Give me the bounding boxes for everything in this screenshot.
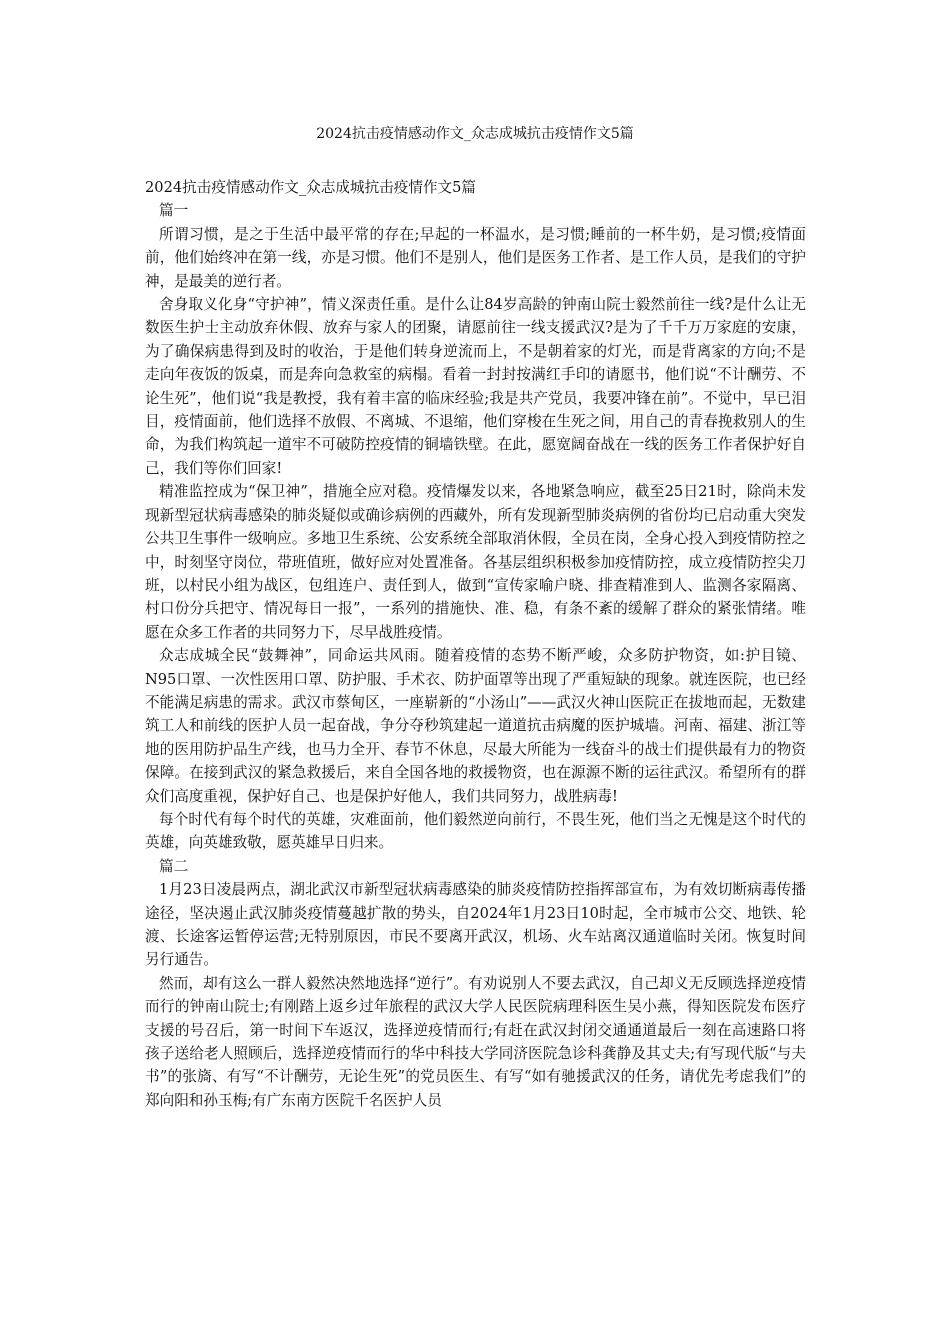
document-subtitle: 2024抗击疫情感动作文_众志成城抗击疫情作文5篇 [145, 179, 477, 196]
paragraph: 每个时代有每个时代的英雄，灾难面前，他们毅然逆向前行，不畏生死，他们当之无愧是这个时代的英雄，向英雄致敬，愿英雄早日归来。 [145, 810, 806, 852]
section-heading: 篇二 [159, 857, 189, 875]
paragraph: 1月23日凌晨两点，湖北武汉市新型冠状病毒感染的肺炎疫情防控指挥部宣布，为有效切断病毒传播途径，坚决遏止武汉肺炎疫情蔓越扩散的势头，自2024年1月23日10时起，全市城市公交、地铁、轮渡、长途客运暂停运营;无特别原因，市民不要离开武汉，机场、火车站离汉通道临时关闭。恢复时间另行通告。 [145, 881, 806, 969]
paragraph: 舍身取义化身“守护神”，情义深责任重。是什么让84岁高龄的钟南山院士毅然前往一线?是什么让无数医生护士主动放弃休假、放弃与家人的团聚，请愿前往一线支援武汉?是为了千千万万家庭的安康，为了确保病患得到及时的收治，于是他们转身逆流而上，不是朝着家的灯光，而是背离家的方向;不是走向年夜饭的饭桌，而是奔向急救室的病榻。看着一封封按满红手印的请愿书，他们说“不计酬劳、不论生死”，他们说“我是教授，我有着丰富的临床经验;我是共产党员，我要冲锋在前”。不觉中，早已泪目，疫情面前，他们选择不放假、不离城、不退缩，他们穿梭在生死之间，用自己的青春挽救别人的生命，为我们构筑起一道牢不可破防控疫情的铜墙铁壁。在此，愿宽阔奋战在一线的医务工作者保护好自己，我们等你们回家! [145, 296, 806, 477]
section-heading: 篇一 [159, 202, 189, 220]
document-body [145, 176, 806, 1112]
paragraph: 精准监控成为“保卫神”，措施全应对稳。疫情爆发以来，各地紧急响应，截至25日21时，除尚未发现新型冠状病毒感染的肺炎疑似或确诊病例的西藏外，所有发现新型肺炎病例的省份均已启动重大突发公共卫生事件一级响应。多地卫生系统、公安系统全部取消休假，全员在岗，全身心投入到疫情防控之中，时刻坚守岗位，带班值班，做好应对处置准备。各基层组织积极参加疫情防控，成立疫情防控尖刀班，以村民小组为战区，包组连户、责任到人，做到“宣传家喻户晓、排查精准到人、监测各家隔离、村口份分兵把守、情况每日一报”，一系列的措施快、准、稳，有条不紊的缓解了群众的紧张情绪。唯愿在众多工作者的共同努力下，尽早战胜疫情。 [145, 483, 806, 641]
paragraph: 众志成城全民“鼓舞神”，同命运共风雨。随着疫情的态势不断严峻，众多防护物资，如:护目镜、N95口罩、一次性医用口罩、防护服、手术衣、防护面罩等出现了严重短缺的现象。就连医院，也已经不能满足病患的需求。武汉市蔡甸区，一座崭新的“小汤山”——武汉火神山医院正在拔地而起，无数建筑工人和前线的医护人员一起奋战，争分夺秒筑建起一道道抗击病魔的医护城墙。河南、福建、浙江等地的医用防护品生产线，也马力全开、春节不休息，尽最大所能为一线奋斗的战士们提供最有力的物资保障。在接到武汉的紧急救援后，来自全国各地的救援物资，也在源源不断的运往武汉。希望所有的群众们高度重视，保护好自己、也是保护好他人，我们共同努力，战胜病毒! [145, 647, 806, 805]
paragraph: 然而，却有这么一群人毅然决然地选择“逆行”。有劝说别人不要去武汉，自己却义无反顾选择逆疫情而行的钟南山院士;有刚踏上返乡过年旅程的武汉大学人民医院病理科医生吴小燕，得知医院发布医疗支援的号召后，第一时间下车返汉，选择逆疫情而行;有赶在武汉封闭交通通道最后一刻在高速路口将孩子送给老人照顾后，选择逆疫情而行的华中科技大学同济医院急诊科龚静及其丈夫;有写现代版“与夫书”的张旖、有写“不计酬劳，无论生死”的党员医生、有写“如有驰援武汉的任务，请优先考虑我们”的郑向阳和孙玉梅;有广东南方医院千名医护人员 [145, 974, 806, 1109]
paragraph: 所谓习惯，是之于生活中最平常的存在;早起的一杯温水，是习惯;睡前的一杯牛奶，是习惯;疫情面前，他们始终冲在第一线，亦是习惯。他们不是别人，他们是医务工作者、是工作人员，是我们的守护神，是最美的逆行者。 [145, 225, 806, 290]
page-title: 2024抗击疫情感动作文_众志成城抗击疫情作文5篇 [316, 126, 634, 142]
